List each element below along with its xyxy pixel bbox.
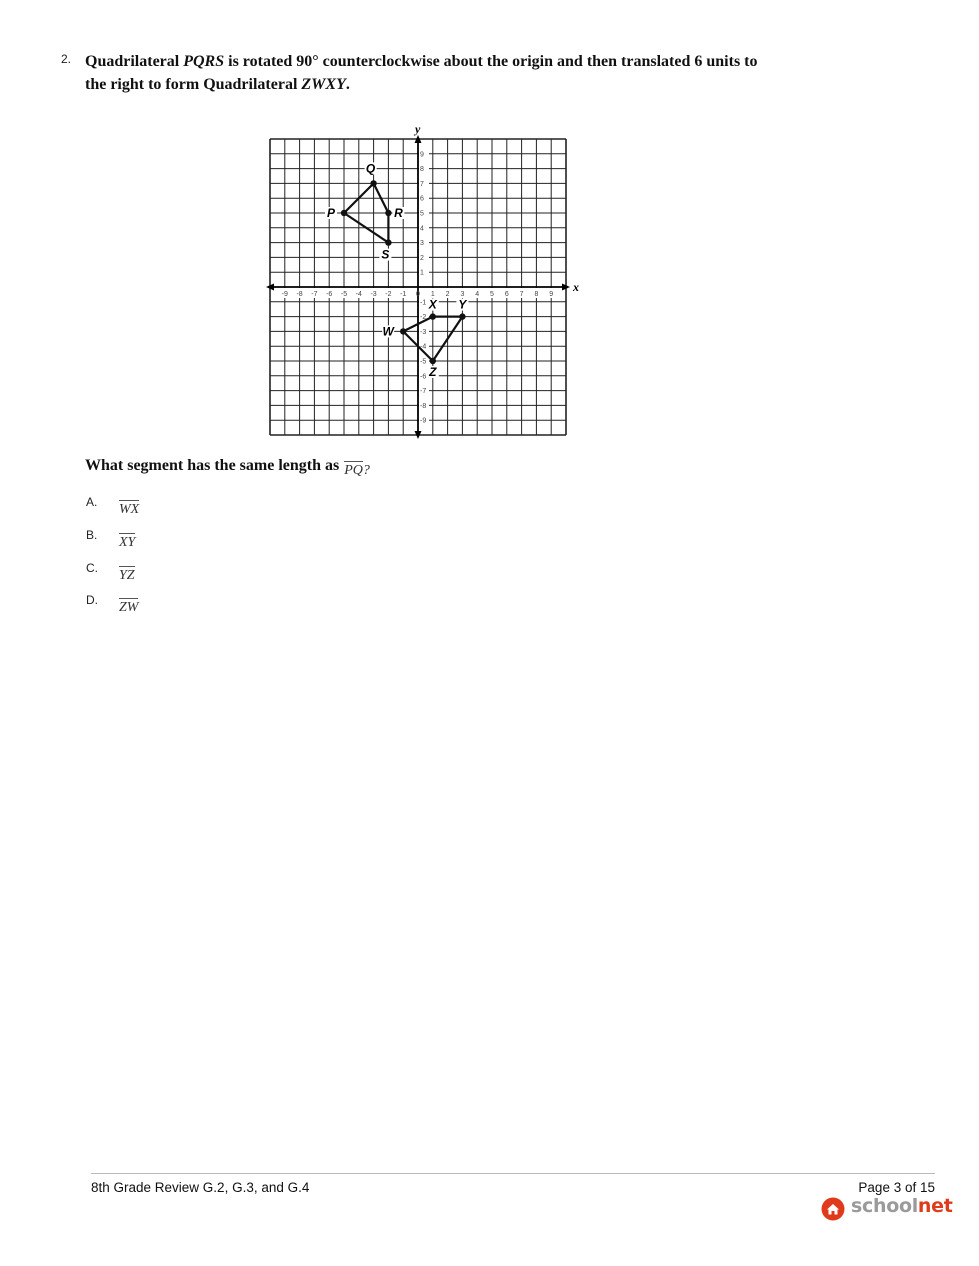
y-tick-label: -8 <box>420 402 427 410</box>
y-tick-label: -6 <box>420 373 427 381</box>
y-tick-label: -1 <box>420 299 427 307</box>
y-tick-label: 1 <box>420 269 424 277</box>
choice-a-segment: WX <box>119 502 140 517</box>
y-tick-label: -5 <box>420 358 427 366</box>
y-tick-label: 3 <box>420 240 424 248</box>
choice-d-segment: ZW <box>119 600 139 615</box>
vertex-point-q <box>370 180 376 186</box>
schoolnet-logo <box>821 1195 953 1222</box>
x-tick-label: 8 <box>534 291 539 298</box>
y-tick-label: -7 <box>420 388 427 396</box>
figure-pqrs-label: PQRS <box>183 53 225 70</box>
vertex-label-s: S <box>381 247 390 262</box>
y-tick-label: -9 <box>420 417 427 425</box>
vertex-label-x: X <box>428 297 437 312</box>
x-tick-label: -3 <box>370 291 377 298</box>
x-tick-label: 6 <box>504 291 509 298</box>
coordinate-plane-svg <box>262 118 582 443</box>
logo-text-school: school <box>851 1195 918 1217</box>
x-tick-label: 3 <box>460 291 465 298</box>
choice-b-letter: B. <box>86 528 98 542</box>
vertex-point-x <box>430 313 436 319</box>
vertex-label-w: W <box>382 324 394 339</box>
y-tick-label: 4 <box>420 225 424 233</box>
vertex-label-p: P <box>326 206 336 220</box>
logo-text-net: net <box>917 1195 953 1217</box>
question-text-part2: is rotated 90° counterclockwise about the origin and then translated 6 units to the right to form Quadrilateral <box>85 53 758 93</box>
question-text-part1: Quadrilateral <box>85 53 184 70</box>
vertex-point-y <box>459 313 465 319</box>
vertex-label-z: Z <box>429 365 437 379</box>
vertex-label-y: Y <box>458 297 467 312</box>
y-tick-label: -4 <box>420 343 427 351</box>
figure-zwxy-label: ZWXY <box>301 76 346 93</box>
x-tick-label: -8 <box>296 291 303 298</box>
y-tick-label: 2 <box>420 254 424 262</box>
x-tick-label: -4 <box>355 291 362 298</box>
house-icon <box>821 1197 845 1221</box>
x-tick-label: 1 <box>430 291 435 298</box>
x-tick-label: 4 <box>475 291 480 298</box>
x-tick-label: 9 <box>549 291 554 298</box>
vertex-point-r <box>385 210 391 216</box>
question-text <box>85 50 775 96</box>
x-tick-label: 5 <box>490 291 494 298</box>
x-tick-label: 2 <box>445 291 450 298</box>
choice-b-segment: XY <box>119 535 136 550</box>
subquestion <box>85 457 370 478</box>
vertex-label-q: Q <box>365 161 376 176</box>
choice-c-segment: YZ <box>119 568 135 583</box>
x-axis-label: x <box>573 280 579 294</box>
y-tick-label: -2 <box>420 314 427 322</box>
x-tick-label: 7 <box>519 291 524 298</box>
logo-text <box>851 1195 953 1217</box>
x-tick-label: -5 <box>340 291 348 298</box>
footer-page-number: Page 3 of 15 <box>858 1180 935 1195</box>
choice-c-letter: C. <box>86 561 98 575</box>
x-tick-label: -9 <box>281 291 288 298</box>
coordinate-graph <box>262 118 582 448</box>
y-tick-label: 5 <box>420 210 424 218</box>
footer-divider <box>91 1173 935 1174</box>
vertex-label-r: R <box>394 206 403 220</box>
choice-d-letter: D. <box>86 593 98 607</box>
vertex-point-p <box>341 210 347 216</box>
y-tick-label: -3 <box>420 328 427 336</box>
question-text-part3: . <box>345 76 350 93</box>
vertex-point-s <box>385 239 391 245</box>
subquestion-segment: PQ <box>344 463 363 478</box>
vertex-point-z <box>430 358 436 364</box>
x-tick-label: -2 <box>385 291 392 298</box>
x-tick-label: -7 <box>311 291 318 298</box>
y-tick-label: 6 <box>420 195 424 203</box>
vertex-point-w <box>400 328 406 334</box>
x-tick-label: 0 <box>416 291 420 298</box>
subquestion-end: ? <box>362 463 370 478</box>
y-axis-label: y <box>415 122 421 136</box>
y-tick-label: 9 <box>420 151 424 159</box>
subquestion-text: What segment has the same length as <box>85 457 340 474</box>
footer-title: 8th Grade Review G.2, G.3, and G.4 <box>91 1180 310 1195</box>
y-tick-label: 8 <box>420 166 424 174</box>
x-tick-label: -1 <box>400 291 407 298</box>
x-tick-label: -6 <box>326 291 333 298</box>
question-number: 2. <box>61 52 72 66</box>
y-tick-label: 7 <box>420 180 424 188</box>
choice-a-letter: A. <box>86 495 98 509</box>
